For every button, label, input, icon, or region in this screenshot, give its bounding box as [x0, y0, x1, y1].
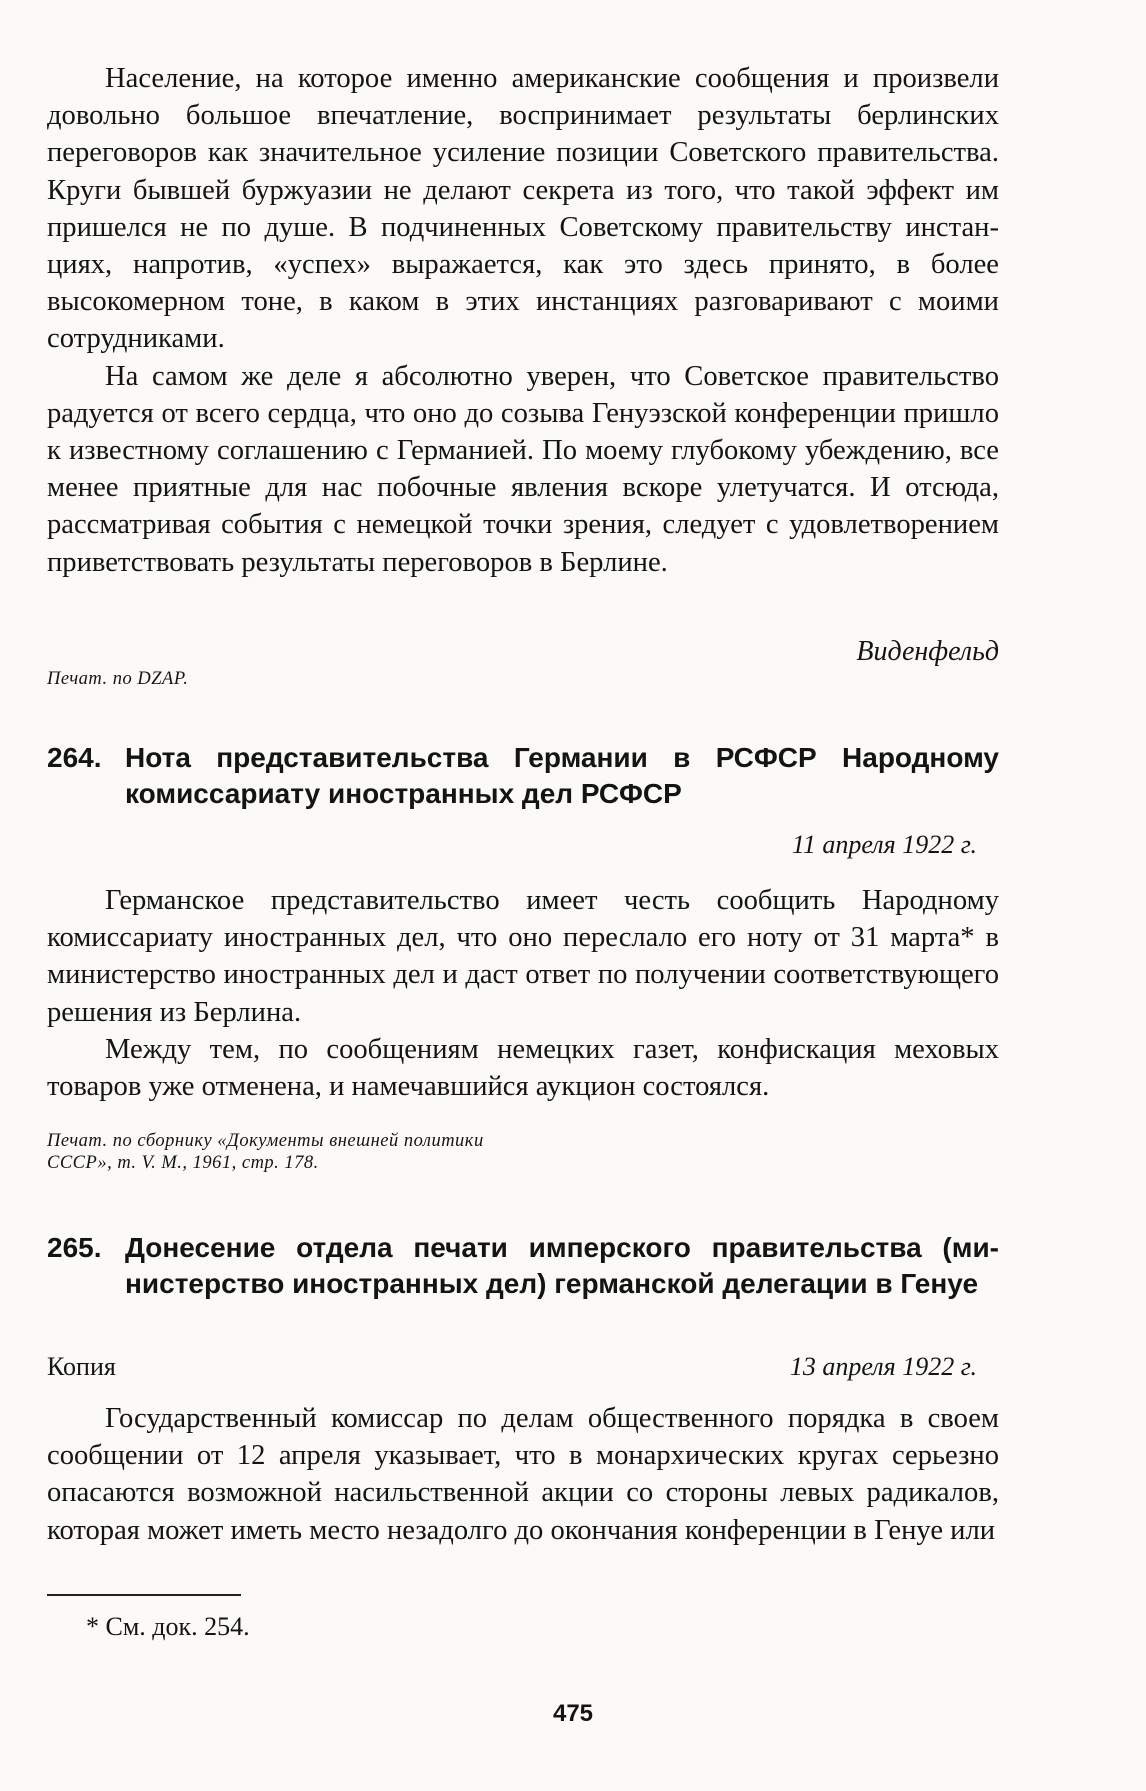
paragraph: На самом же деле я абсолютно уверен, что Советское правительство радуется от всего сердца, что оно до созыва Генуэзской конференции пришло к известному соглашению с Германией. По моему глубокому убеждению, все менее приятные для нас побочные явления вскоре улетучатся. И отсюда, рассматривая события с немецкой точки зрения, следует с удовлетворением приветствовать результаты переговоров в Берлине.: [47, 360, 999, 578]
document-264-body: [47, 882, 999, 1105]
document-date: 13 апреля 1922 г.: [789, 1352, 977, 1381]
document-264: [47, 740, 999, 812]
document-date: 11 апреля 1922 г.: [791, 830, 977, 859]
copy-label: Копия: [47, 1352, 116, 1381]
document-number: 264.: [47, 742, 102, 773]
document-date-row: [47, 1352, 999, 1382]
document-title: Нота представительства Германии в РСФСР Народному комиссариату иностранных дел РСФСР: [125, 742, 999, 809]
paragraph: Германское представительство имеет честь сообщить Народному комиссариату иностранных дел, что оно переслало его ноту от 31 марта* в министерство иностранных дел и даст ответ по получении соответствующего решения из Берлина.: [47, 885, 999, 1028]
signature: Виденфельд: [856, 636, 999, 667]
paragraph: Население, на которое именно американские сообщения и произвели довольно большое впечатление, воспринимает результаты берлинских переговоров как значительное усиление позиции Советского правительства. Круги бывшей буржуазии не делают секрета из того, что такой эффект им пришелся не по душе. В подчиненных Советскому правительству инстанциях, напротив, «успех» выражается, как это здесь принято, в более высокомерном тоне, в каком в этих инстанциях разговаривают с моими сотрудниками.: [47, 63, 999, 355]
footnote-divider: [47, 1594, 241, 1596]
continued-text-block: [47, 60, 999, 581]
paragraph: Между тем, по сообщениям немецких газет, конфискация меховых товаров уже отменена, и намечавшийся аукцион состоялся.: [47, 1033, 999, 1103]
document-heading: [47, 740, 999, 812]
document-heading: [47, 1230, 999, 1302]
document-265: [47, 1230, 999, 1302]
footnote: * См. док. 254.: [86, 1612, 250, 1641]
paragraph: Государственный комиссар по делам общественного порядка в своем сообщении от 12 апреля указывает, что в монархических кругах серьезно опасаются возможной насильственной акции со стороны левых радикалов, которая может иметь место незадолго до окончания конференции в Генуе или: [47, 1403, 999, 1546]
document-date-row: [47, 830, 999, 860]
document-number: 265.: [47, 1232, 102, 1263]
document-265-body: [47, 1400, 999, 1549]
source-note: Печат. по сборнику «Документы внешней политики СССР», т. V. М., 1961, стр. 178.: [47, 1131, 484, 1173]
page-number: 475: [552, 1700, 594, 1727]
document-title: Донесение отдела печати имперского правительства (министерство иностранных дел) германской делегации в Генуе: [125, 1232, 999, 1299]
source-note: Печат. по DZAP.: [47, 669, 189, 689]
